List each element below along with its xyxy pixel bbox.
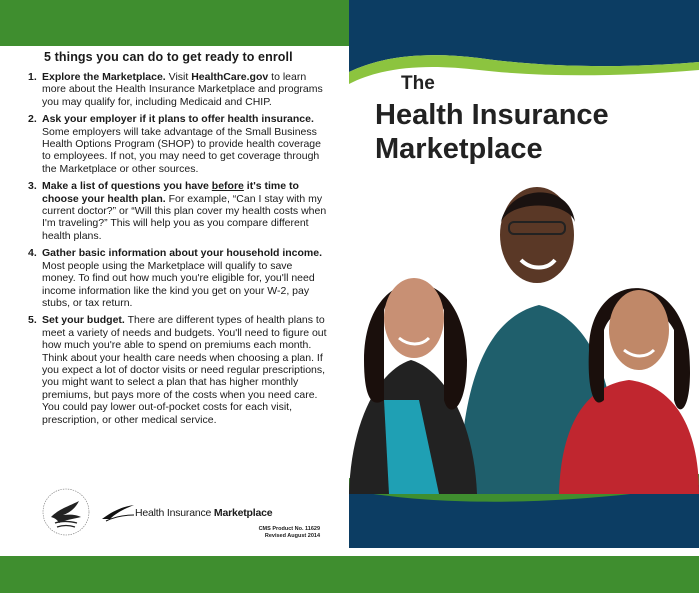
people-photo — [349, 170, 699, 494]
left-panel — [0, 46, 349, 546]
list-item: 5. Set your budget. There are different types of health plans to meet a variety of needs and budgets. You'll need to figure out how much you're able to spend on premiums each month. Think about your health care needs when choosing a plan. If you expect a lot of doctor visits or need regular prescriptions, you might want to select a plan that has higher monthly premiums, but pays more of the costs when you need care. You could pay lower out-of-pocket costs for each visit, prescription, or other medical service. — [28, 314, 327, 426]
list-item: 1. Explore the Marketplace. Visit HealthCare.gov to learn more about the Health Insurance Marketplace and programs you may qualify for, including Medicaid and CHIP. — [28, 71, 323, 108]
page-title: Health Insurance Marketplace — [375, 99, 609, 165]
hhs-eagle-seal-icon — [41, 487, 91, 537]
marketplace-swoosh-icon — [100, 503, 136, 523]
list-item: 3. Make a list of questions you have before it's time to choose your health plan. For example, “Can I stay with my current doctor?” or “Will this plan cover my health costs when I'm traveling?” This will help you as you compare different health plans. — [28, 180, 327, 242]
list-item: 2. Ask your employer if it plans to offer health insurance. Some employers will take advantage of the Small Business Health Options Program (SHOP) to provide health coverage to employees. If not, you may need to get coverage through the Marketplace or other sources. — [28, 113, 321, 175]
title-the: The — [401, 73, 435, 94]
bottom-white-gap — [0, 548, 699, 556]
right-panel — [349, 0, 699, 548]
marketplace-logo: Health Insurance Marketplace — [100, 503, 280, 523]
cms-product-info: CMS Product No. 11629 Revised August 2014 — [258, 526, 320, 539]
section-heading: 5 things you can do to get ready to enroll — [44, 50, 293, 64]
healthcare-gov-link[interactable]: HealthCare.gov — [191, 71, 269, 83]
list-item: 4. Gather basic information about your household income. Most people using the Marketplace will qualify to save money. To find out how much you're eligible for, you'll need income information like the kind you get on your W-2, pay stubs, or tax return. — [28, 247, 323, 309]
steps-list — [28, 71, 328, 431]
top-green-band — [0, 0, 349, 46]
